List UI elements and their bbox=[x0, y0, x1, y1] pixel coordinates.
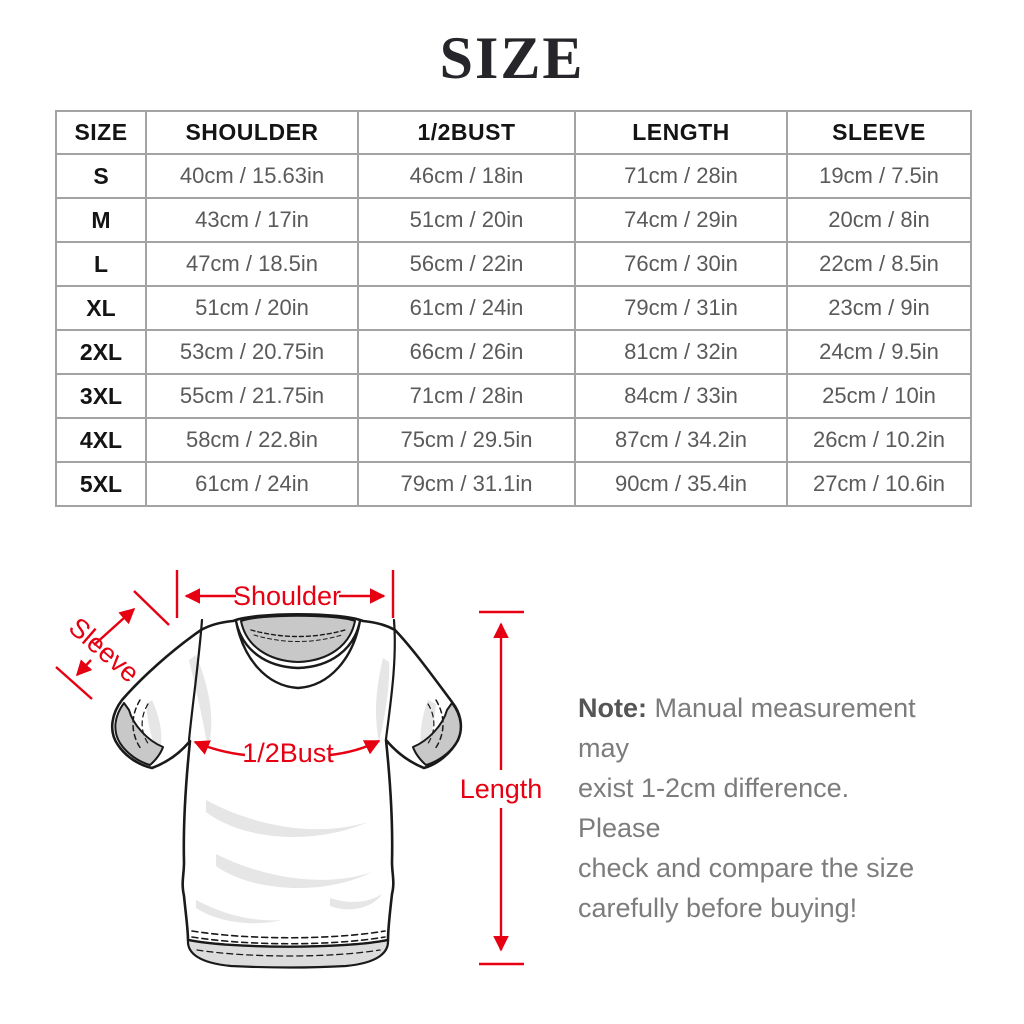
cell-size: S bbox=[56, 154, 146, 198]
col-header-shoulder: SHOULDER bbox=[146, 111, 358, 154]
table-row bbox=[56, 286, 971, 330]
table-row bbox=[56, 418, 971, 462]
shoulder-label: Shoulder bbox=[232, 581, 342, 611]
cell-size: XL bbox=[56, 286, 146, 330]
cell-bust: 79cm / 31.1in bbox=[358, 462, 575, 506]
cell-length: 71cm / 28in bbox=[575, 154, 787, 198]
cell-length: 81cm / 32in bbox=[575, 330, 787, 374]
tshirt-body-outline bbox=[112, 614, 461, 947]
note-prefix: Note: bbox=[578, 693, 647, 723]
shoulder-annotation bbox=[177, 570, 393, 618]
table-row bbox=[56, 198, 971, 242]
length-label: Length bbox=[459, 774, 543, 804]
cell-sleeve: 23cm / 9in bbox=[787, 286, 971, 330]
cell-shoulder: 58cm / 22.8in bbox=[146, 418, 358, 462]
measurement-note bbox=[578, 688, 923, 928]
bust-label: 1/2Bust bbox=[242, 738, 334, 768]
length-annotation bbox=[460, 612, 543, 964]
page-title: SIZE bbox=[439, 25, 585, 91]
cell-sleeve: 20cm / 8in bbox=[787, 198, 971, 242]
cell-size: 5XL bbox=[56, 462, 146, 506]
cell-bust: 75cm / 29.5in bbox=[358, 418, 575, 462]
cell-bust: 61cm / 24in bbox=[358, 286, 575, 330]
cell-bust: 66cm / 26in bbox=[358, 330, 575, 374]
cell-bust: 51cm / 20in bbox=[358, 198, 575, 242]
table-row bbox=[56, 242, 971, 286]
cell-sleeve: 27cm / 10.6in bbox=[787, 462, 971, 506]
note-line: carefully before buying! bbox=[578, 893, 858, 923]
cell-length: 90cm / 35.4in bbox=[575, 462, 787, 506]
cell-size: 4XL bbox=[56, 418, 146, 462]
note-line: check and compare the size bbox=[578, 853, 915, 883]
cell-shoulder: 55cm / 21.75in bbox=[146, 374, 358, 418]
cell-shoulder: 53cm / 20.75in bbox=[146, 330, 358, 374]
cell-shoulder: 40cm / 15.63in bbox=[146, 154, 358, 198]
cell-shoulder: 51cm / 20in bbox=[146, 286, 358, 330]
col-header-bust: 1/2BUST bbox=[358, 111, 575, 154]
sleeve-tick-upper bbox=[134, 591, 169, 625]
cell-sleeve: 26cm / 10.2in bbox=[787, 418, 971, 462]
cell-length: 79cm / 31in bbox=[575, 286, 787, 330]
table-row bbox=[56, 330, 971, 374]
cell-length: 76cm / 30in bbox=[575, 242, 787, 286]
size-chart-table bbox=[55, 110, 972, 507]
cell-shoulder: 43cm / 17in bbox=[146, 198, 358, 242]
sleeve-label: Sleeve bbox=[63, 611, 145, 689]
cell-bust: 71cm / 28in bbox=[358, 374, 575, 418]
col-header-size: SIZE bbox=[56, 111, 146, 154]
col-header-length: LENGTH bbox=[575, 111, 787, 154]
table-header-row bbox=[56, 111, 971, 154]
note-text: Manual measurement may bbox=[578, 693, 916, 763]
tshirt-drawing bbox=[112, 614, 461, 967]
cell-bust: 46cm / 18in bbox=[358, 154, 575, 198]
cell-length: 84cm / 33in bbox=[575, 374, 787, 418]
cell-size: 2XL bbox=[56, 330, 146, 374]
note-line bbox=[578, 688, 923, 768]
sleeve-tick-lower bbox=[56, 667, 92, 699]
col-header-sleeve: SLEEVE bbox=[787, 111, 971, 154]
note-line: exist 1-2cm difference. Please bbox=[578, 773, 850, 843]
table-row bbox=[56, 462, 971, 506]
cell-size: L bbox=[56, 242, 146, 286]
table-row bbox=[56, 374, 971, 418]
cell-length: 87cm / 34.2in bbox=[575, 418, 787, 462]
cell-sleeve: 24cm / 9.5in bbox=[787, 330, 971, 374]
cell-size: 3XL bbox=[56, 374, 146, 418]
cell-sleeve: 22cm / 8.5in bbox=[787, 242, 971, 286]
cell-sleeve: 19cm / 7.5in bbox=[787, 154, 971, 198]
cell-shoulder: 61cm / 24in bbox=[146, 462, 358, 506]
table-row bbox=[56, 154, 971, 198]
cell-sleeve: 25cm / 10in bbox=[787, 374, 971, 418]
cell-shoulder: 47cm / 18.5in bbox=[146, 242, 358, 286]
cell-length: 74cm / 29in bbox=[575, 198, 787, 242]
sleeve-arrow-lower bbox=[77, 660, 91, 675]
cell-size: M bbox=[56, 198, 146, 242]
cell-bust: 56cm / 22in bbox=[358, 242, 575, 286]
